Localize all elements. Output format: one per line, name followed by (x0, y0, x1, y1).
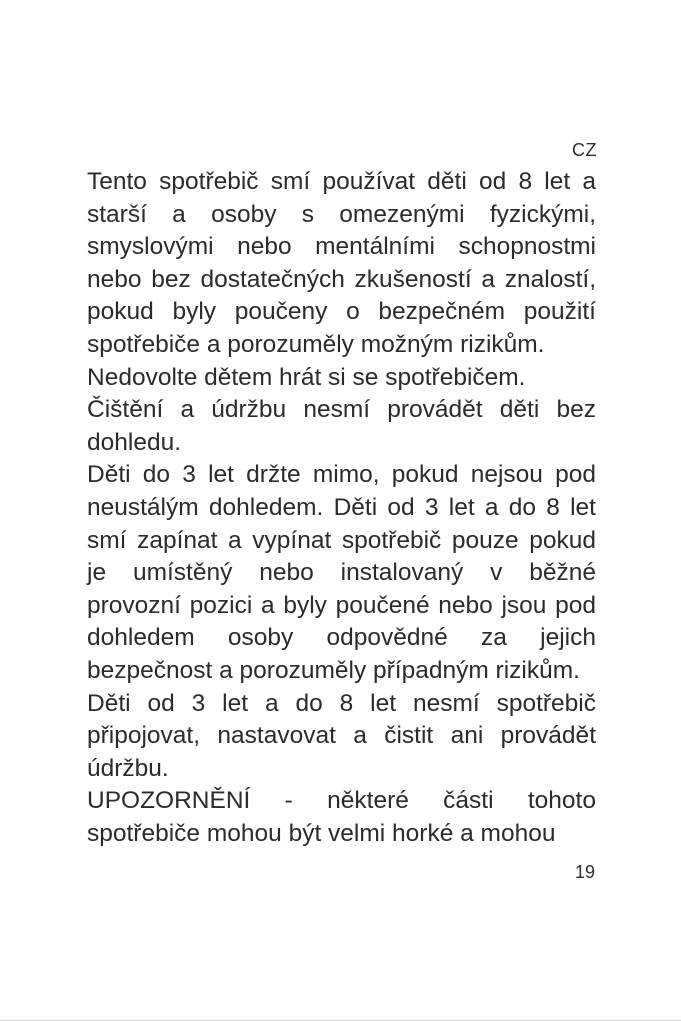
paragraph-children-supervision: Děti do 3 let držte mimo, pokud nejsou pod neustálým dohledem. Děti od 3 let a do 8 let smí zapínat a vypínat spotřebič pouze pokud je umístěný nebo instalovaný v běžné provozní pozici a byly poučené nebo jsou pod dohledem osoby odpovědné za jejich bezpečnost a porozuměly případným rizikům. (87, 461, 596, 684)
paragraph-no-play: Nedovolte dětem hrát si se spotřebičem. (87, 363, 526, 391)
paragraph-children-maintenance: Děti od 3 let a do 8 let nesmí spotřebič připojovat, nastavovat a čistit ani provádět údržbu. (87, 689, 596, 782)
language-code: CZ (572, 140, 597, 160)
paragraph-usage-restrictions: Tento spotřebič smí používat děti od 8 let a starší a osoby s omezenými fyzickými, smyslovými nebo mentálními schopnostmi nebo bez dostatečných zkušeností a znalostí, pokud byly poučeny o bezpečném použití spotřebiče a porozuměly možným rizikům. (87, 168, 596, 358)
paragraph-cleaning: Čištění a údržbu nesmí provádět děti bez dohledu. (87, 396, 596, 456)
page-number: 19 (574, 862, 595, 882)
safety-text (87, 166, 596, 850)
paragraph-warning: UPOZORNĚNÍ - některé části tohoto spotřebiče mohou být velmi horké a mohou (87, 787, 596, 847)
